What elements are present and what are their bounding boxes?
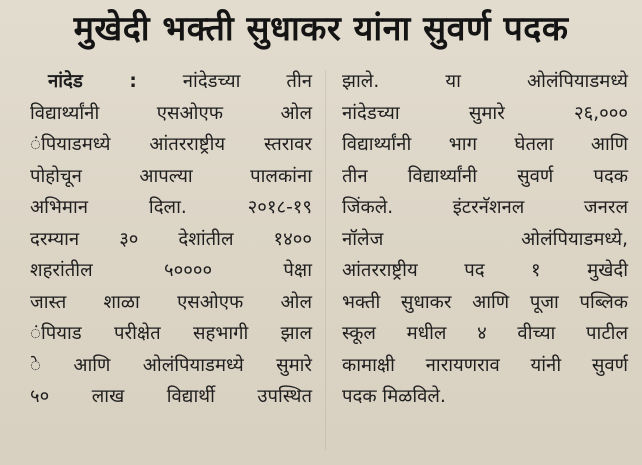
- article-line: विद्यार्थ्यांनी भाग घेतला आणि: [342, 134, 628, 155]
- article-line: शहरांतील ५०००० पेक्षा: [30, 260, 312, 281]
- article-line: कामाक्षी नारायणराव यांनी सुवर्ण: [342, 354, 628, 376]
- article-line-text: नांदेडच्या तीन: [182, 71, 312, 92]
- article-line: [30, 66, 312, 98]
- article-line: ंपियाडमध्ये आंतरराष्ट्रीय स्तरावर: [30, 134, 312, 155]
- article-line: नांदेडच्या सुमारे २६,०००: [342, 102, 628, 124]
- article-line: आंतरराष्ट्रीय पद १ मुखेदी: [342, 260, 628, 281]
- article-line: स्कूल मधील ४ वीच्या पाटील: [342, 323, 628, 344]
- article-line: दरम्यान ३० देशांतील १४००: [30, 228, 312, 250]
- article-line: ५० लाख विद्यार्थी उपस्थित: [30, 386, 312, 407]
- article-line: तीन विद्यार्थ्यांनी सुवर्ण पदक: [342, 165, 628, 187]
- column-gutter: [325, 70, 326, 450]
- article-line: पोहोचून आपल्या पालकांना: [30, 165, 312, 187]
- dateline: नांदेड :: [48, 71, 137, 92]
- article-line: पदक मिळविले.: [342, 386, 446, 407]
- article-line: े आणि ओलंपियाडमध्ये सुमारे: [30, 354, 312, 376]
- article-headline: मुखेदी भक्ती सुधाकर यांना सुवर्ण पदक: [73, 9, 569, 49]
- article-line: अभिमान दिला. २०१८-१९: [30, 197, 312, 218]
- article-line: नॉलेज ओलंपियाडमध्ये,: [342, 228, 628, 250]
- article-line: झाले. या ओलंपियाडमध्ये: [342, 71, 628, 92]
- article-line: ंपियाड परीक्षेत सहभागी झाल: [30, 323, 312, 344]
- article-line: भक्ती सुधाकर आणि पूजा पब्लिक: [342, 291, 628, 313]
- article-line: जिंकले. इंटरनॅशनल जनरल: [342, 197, 628, 218]
- article-line: जास्त शाळा एसओएफ ओल: [30, 291, 312, 313]
- article-line: विद्यार्थ्यांनी एसओएफ ओल: [30, 102, 312, 124]
- article-column-left: [30, 66, 312, 413]
- article-column-right: [342, 66, 628, 413]
